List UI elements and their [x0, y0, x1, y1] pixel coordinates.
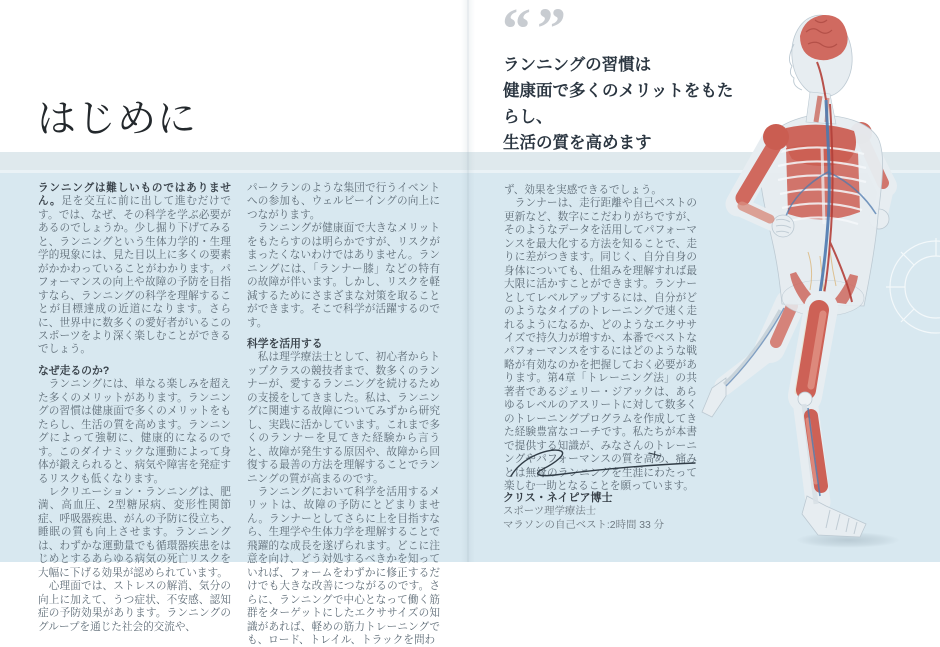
paragraph-lead	[38, 182, 231, 357]
quote-line-3: 生活の質を高めます	[503, 133, 652, 152]
trailing-leg	[702, 304, 792, 417]
chest-muscles	[778, 125, 866, 224]
paragraph: レクリエーション・ランニングは、肥満、高血圧、2型糖尿病、変形性関節症、呼吸器疾患、がんの予防に役立ち、睡眠の質も向上させます。ランニングは、わずかな運動量でも循環器疾患をはじめとするあらゆる病気の死亡リスクを大幅に下げる効果が認められています。	[38, 485, 231, 579]
paragraph: ランニングには、単なる楽しみを超えた多くのメリットがあります。ランニングの習慣は健康面で多くのメリットをもたらし、生活の質を高めます。ランニングによって強靭に、健康的になるのです。このダイナミックな運動によって身体が鍛えられると、病気や障害を発症するリスクも低くなります。	[38, 378, 231, 485]
page-gutter	[461, 0, 475, 562]
author-personal-best: マラソンの自己ベスト:2時間 33 分	[503, 520, 665, 531]
paragraph: 私は理学療法士として、初心者からトップクラスの競技者まで、数多くのランナーが、愛するランニングを続けるための支援をしてきました。私は、ランニングに関連する故障についてみずから研究し、実践に活かしています。これまで多くのランナーを見てきた経験から言うと、故障が発生する原因や、故障から回復する最善の方法を理解することでランニングの質が高まるのです。	[247, 351, 440, 485]
paragraph: ランニングにおいて科学を活用するメリットは、故障の予防にとどまりません。ランナーとしてさらに上を目指すなら、生理学や生体力学を理解することで飛躍的な成長を遂げられます。どこに注意を向け、どう対処するべきかを知っていれば、フォームをわずかに修正するだけでも大きな改善につながるのです。さらに、ランニングで中心となって働く筋群をターゲットにしたエクササイズの知識があれば、軽めの筋力トレーニングでも、ロード、トレイル、トラックを問わ	[247, 485, 440, 646]
paragraph: 心理面では、ストレスの解消、気分の向上に加えて、うつ症状、不安感、認知症の予防効果があります。ランニングのグループを通じた社会的交流や、	[38, 580, 231, 633]
section-heading-why-run: なぜ走るのか?	[38, 364, 110, 377]
quote-marks-icon	[502, 0, 566, 50]
left-page-column-1	[38, 182, 231, 634]
quote-line-1: ランニングの習慣は	[503, 55, 652, 74]
author-signature	[503, 444, 703, 482]
head	[788, 12, 856, 124]
section-heading-use-science: 科学を活用する	[247, 337, 323, 350]
author-name: クリス・ネイピア博士	[503, 492, 613, 504]
target-circles-decoration	[886, 238, 940, 333]
author-title: スポーツ理学療法士	[503, 506, 597, 517]
left-page-column-2	[247, 182, 440, 647]
lead-sentence-bold: ランニングは難しいものではありません。	[38, 182, 231, 208]
close-quote-glyph: ”	[537, 0, 566, 50]
page-title: はじめに	[37, 98, 198, 141]
paragraph: ランニングが健康面で大きなメリットをもたらすのは明らかですが、リスクがまったくないわけではありません。ランニングには、「ランナー膝」などの特有の故障が伴います。しかし、リスクを軽減するためにさまざまな対策を取ることができます。そこで科学が活躍するのです。	[247, 222, 440, 329]
lead-sentence-rest: 足を交互に前に出して進むだけです。では、なぜ、その科学を学ぶ必要があるのでしょうか。少し掘り下げてみると、ランニングという生体力学的・生理学的現象には、見た目以上に多くの要素がかかわっていることがわかります。パフォーマンスの向上や故障の予防を目指すなら、ランニングの科学を理解することが目標達成の近道になります。さらに、世界中に数多くの愛好者がいるこのスポーツをより深く楽しむことができるでしょう。	[38, 195, 231, 356]
paragraph: ランナーは、走行距離や自己ベストの更新など、数字にこだわりがちですが、そのようなデータを活用してパフォーマンスを最大化する方法を知ることで、走りに差がつきます。同じく、自分自身の身体についても、仕組みを理解すれば最大限に活かすことができます。ランナーとしてレベルアップするには、自分がどのようなタイプのトレーニングで速く走れるようになるか、どのようなエクササイズで持久力が増すか、本番でベストなパフォーマンスをするにはどのような戦略が有効なのかを把握しておく必要があります。第4章「トレーニング法」の共著者であるジェリー・ジアックは、あらゆるレベルのアスリートに対して数多くのトレーニングプログラムを作成してきた経験豊富なコーチです。私たちが本書で提供する知識が、みなさんのトレーニングやパフォーマンスの質を高め、痛みとは無縁のランニングを生涯にわたって楽しむ一助となることを願っています。	[504, 197, 697, 492]
anatomical-runner-figure	[680, 0, 940, 562]
open-quote-glyph: “	[502, 0, 531, 50]
paragraph: パークランのような集団で行うイベントへの参加も、ウェルビーイングの向上につながります。	[247, 182, 440, 221]
quote-line-2: 健康面で多くのメリットをもたらし、	[503, 81, 734, 126]
paragraph: ず、効果を実感できるでしょう。	[504, 184, 662, 196]
standing-leg	[797, 308, 866, 537]
